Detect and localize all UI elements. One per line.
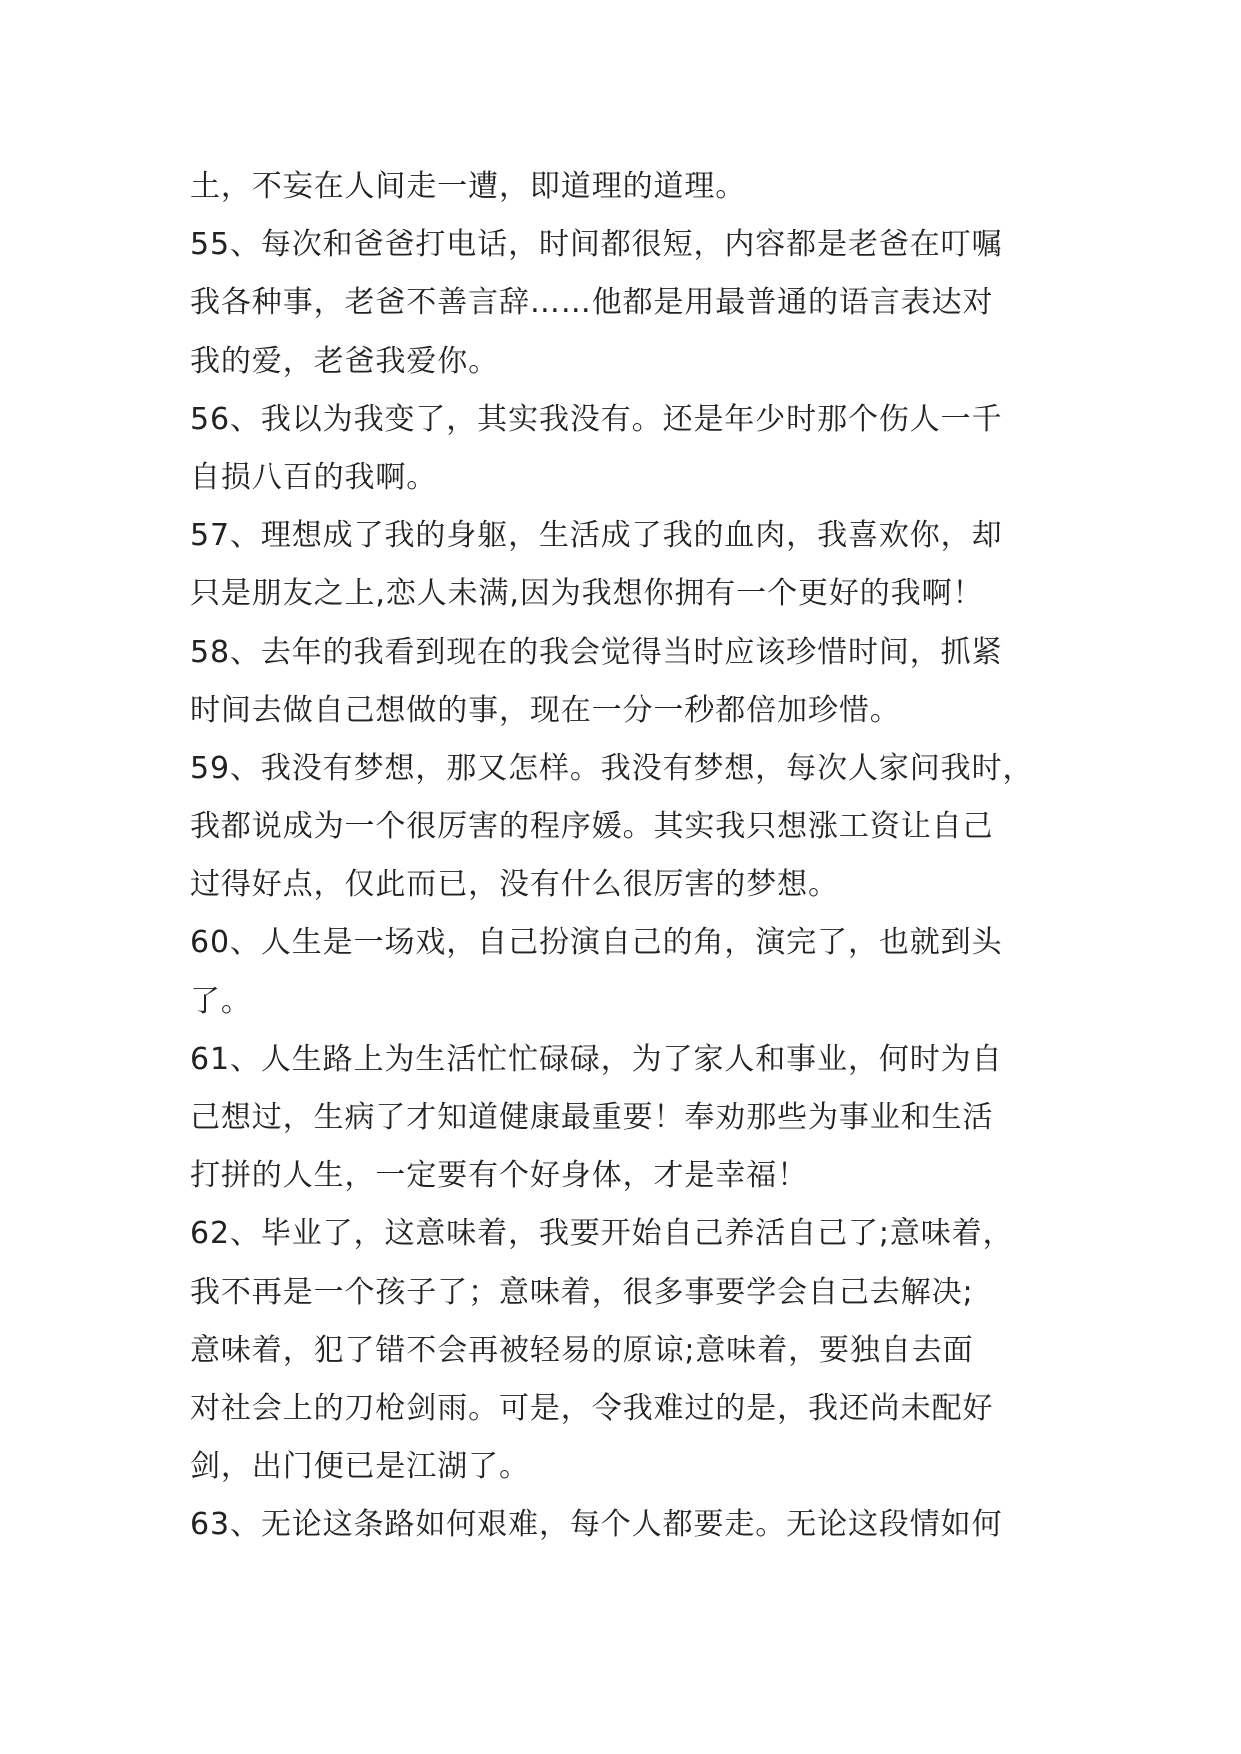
text-line: 我的爱，老爸我爱你。: [190, 343, 499, 379]
text-line: 对社会上的刀枪剑雨。可是，令我难过的是，我还尚未配好: [190, 1390, 994, 1426]
text-line: 土，不妄在人间走一遭，即道理的道理。: [190, 169, 747, 204]
text-line: 意味着，犯了错不会再被轻易的原谅;意味着，要独自去面: [190, 1332, 974, 1368]
text-line: 时间去做自己想做的事，现在一分一秒都倍加珍惜。: [190, 692, 901, 728]
text-line: 63、无论这条路如何艰难，每个人都要走。无论这段情如何: [190, 1507, 1003, 1543]
text-line: 57、理想成了我的身躯，生活成了我的血肉，我喜欢你，却: [190, 518, 1003, 554]
text-line: 我都说成为一个很厉害的程序媛。其实我只想涨工资让自己: [190, 809, 994, 845]
text-line: 61、人生路上为生活忙忙碌碌，为了家人和事业，何时为自: [190, 1041, 1003, 1077]
text-line: 己想过，生病了才知道健康最重要！奉劝那些为事业和生活: [190, 1100, 994, 1135]
text-line: 55、每次和爸爸打电话，时间都很短，内容都是老爸在叮嘱: [190, 227, 1003, 263]
text-line: 了。: [190, 983, 252, 1019]
text-line: 58、去年的我看到现在的我会觉得当时应该珍惜时间，抓紧: [190, 634, 1003, 670]
body-text: [190, 158, 1050, 1555]
text-line: 打拼的人生，一定要有个好身体，才是幸福！: [190, 1158, 808, 1194]
text-line: 62、毕业了，这意味着，我要开始自己养活自己了;意味着，: [190, 1216, 1014, 1252]
text-line: 只是朋友之上,恋人未满,因为我想你拥有一个更好的我啊！: [190, 576, 984, 612]
text-line: 自损八百的我啊。: [190, 459, 438, 495]
text-line: 59、我没有梦想，那又怎样。我没有梦想，每次人家问我时，: [190, 750, 1034, 786]
text-line: 我不再是一个孩子了；意味着，很多事要学会自己去解决;: [190, 1274, 974, 1310]
text-line: 我各种事，老爸不善言辞……他都是用最普通的语言表达对: [190, 285, 994, 321]
text-line: 60、人生是一场戏，自己扮演自己的角，演完了，也就到头: [190, 925, 1003, 961]
text-line: 56、我以为我变了，其实我没有。还是年少时那个伤人一千: [190, 401, 1003, 437]
text-line: 剑，出门便已是江湖了。: [190, 1449, 530, 1485]
text-line: 过得好点，仅此而已，没有什么很厉害的梦想。: [190, 867, 839, 903]
